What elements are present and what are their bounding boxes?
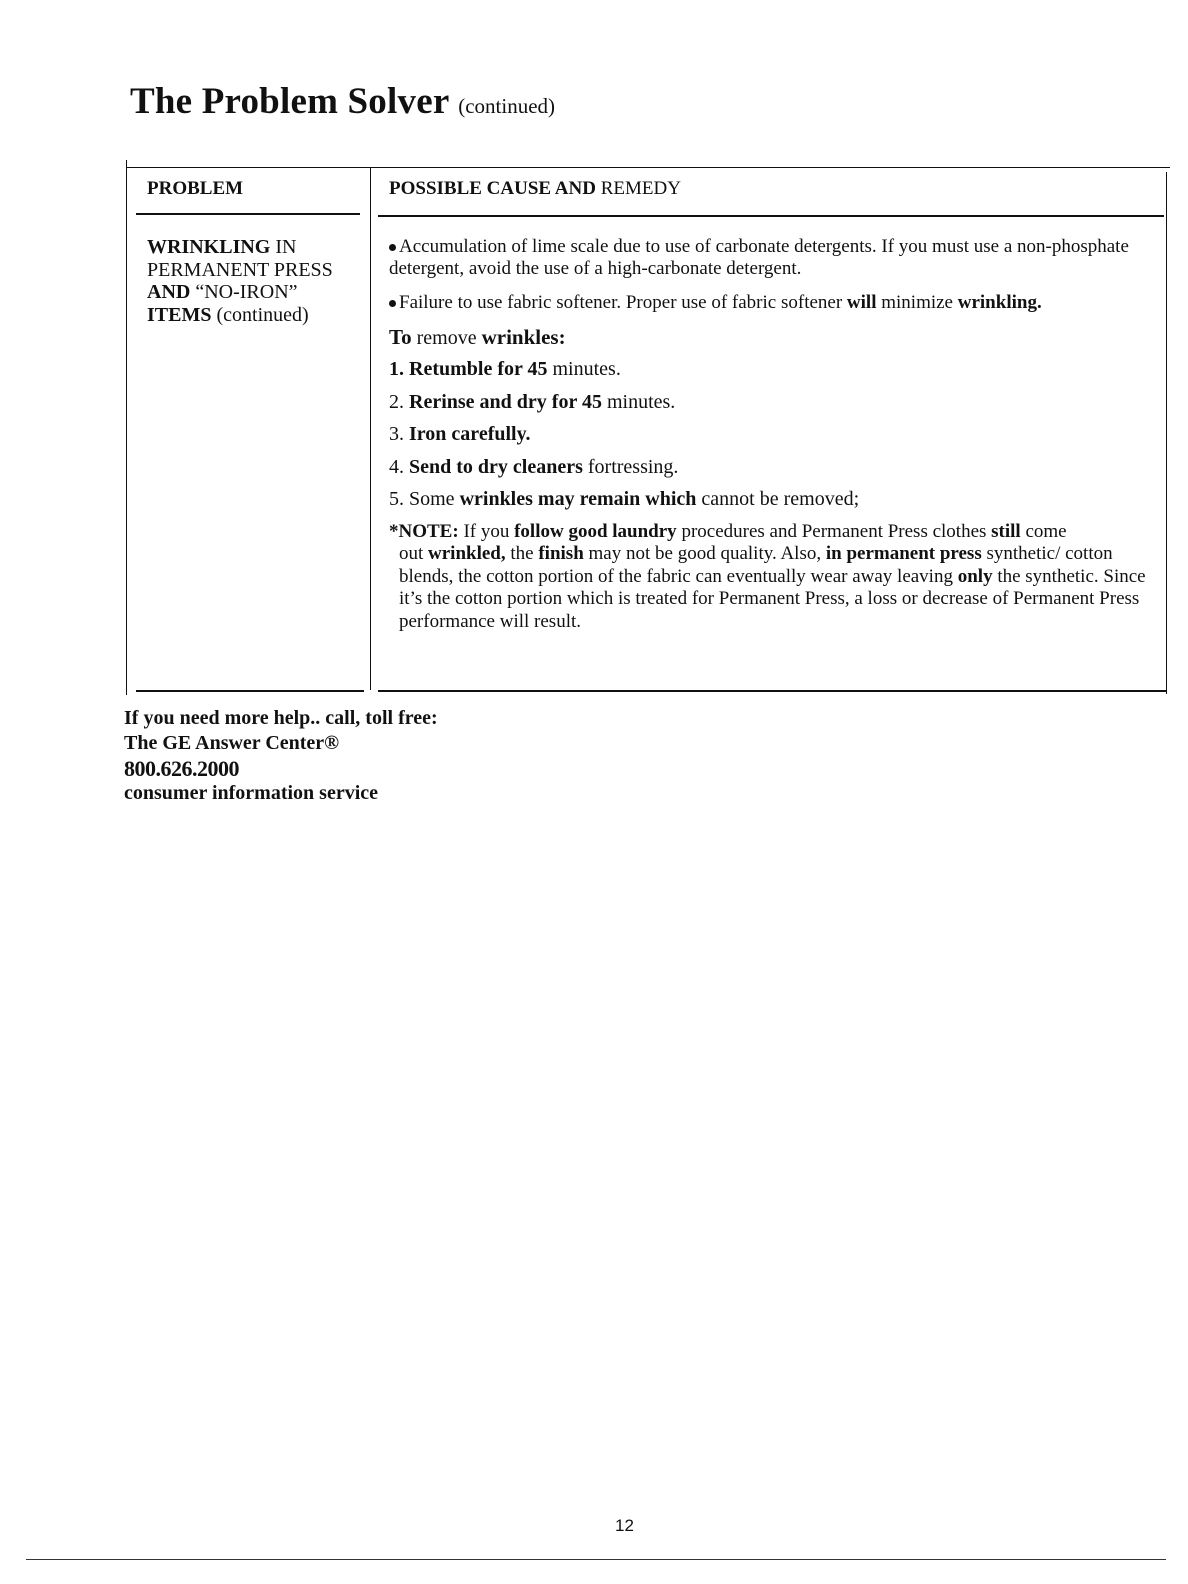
cause-header-rule: [378, 215, 1164, 217]
step-4: [389, 456, 1159, 478]
note-d: still: [991, 520, 1021, 542]
step-2: [389, 391, 1159, 413]
step1-rest: minutes.: [552, 358, 621, 380]
note-m: only: [957, 565, 993, 587]
note-b: follow good laundry: [514, 520, 677, 542]
problem-cell: [147, 236, 362, 326]
note-a: If you: [463, 520, 510, 542]
problem-bottom-rule: [136, 690, 364, 692]
note-k: in permanent press: [825, 543, 982, 564]
note-l: synthetic/ cotton blends, the cotton portion of the fabric can eventually wear away leaving: [399, 543, 1113, 587]
problem-l3-rest: “NO-IRON”: [195, 281, 298, 303]
remove-wrinkles: wrinkles:: [481, 325, 566, 349]
help-phone-number: 800.626.2000: [124, 756, 239, 781]
help-line-4: consumer information service: [124, 782, 379, 804]
bullet2-b: will: [846, 292, 877, 313]
problem-line-2: PERMANENT PRESS: [147, 258, 333, 281]
note-f: out: [399, 543, 424, 564]
step5-a: 5. Some: [389, 488, 455, 510]
cause-bullet-2: [389, 292, 1159, 314]
note-e: come: [1025, 520, 1067, 542]
bullet-icon: [389, 300, 396, 307]
note-paragraph: [389, 521, 1159, 634]
bullet2-c: minimize: [881, 292, 953, 313]
cause-remedy-cell: [389, 236, 1159, 633]
page-title: [130, 80, 555, 123]
help-line-2b: Center®: [265, 732, 340, 754]
header-problem: PROBLEM: [147, 178, 244, 199]
step4-rest: fortressing.: [587, 455, 679, 478]
step3-num: 3.: [389, 423, 404, 445]
step2-num: 2.: [389, 390, 404, 413]
header-cause-remedy: [389, 178, 681, 200]
step-5: [389, 488, 1159, 510]
help-contact: [124, 706, 438, 806]
step4-num: 4.: [389, 455, 404, 478]
remove-to: To: [389, 325, 412, 349]
remove-wrinkles-heading: [389, 326, 1159, 349]
problem-l1-bold: WRINKLING: [147, 236, 271, 258]
page-number: 12: [615, 1516, 634, 1535]
bullet2-d: wrinkling.: [957, 292, 1042, 313]
step4-bold: Send to dry cleaners: [409, 455, 583, 478]
problem-line-1: [147, 236, 362, 259]
header-cause-rest: REMEDY: [600, 178, 681, 199]
problem-l4-bold: ITEMS: [147, 303, 212, 326]
problem-header-rule: [136, 213, 360, 215]
note-n: the synthetic. Since it’s the cotton portion which is treated for Permanent Press, a loss or decrease of Permanent Press performance will result.: [399, 565, 1146, 632]
step2-rest: minutes.: [606, 390, 676, 413]
note-g: wrinkled,: [428, 543, 506, 564]
header-cause-bold: POSSIBLE CAUSE AND: [389, 178, 596, 199]
problem-l4-rest: (continued): [216, 303, 309, 326]
table-left-border: [126, 160, 127, 695]
problem-l3-bold: AND: [147, 281, 191, 303]
help-line-2: [124, 731, 438, 756]
step3-bold: Iron carefully.: [409, 423, 531, 445]
problem-line-4: [147, 304, 362, 327]
title-sub: (continued): [458, 94, 556, 118]
cause-bullet-1-text: Accumulation of lime scale due to use of carbonate detergents. If you must use a non-phosphate detergent, avoid the use of a high-carbonate detergent.: [389, 236, 1129, 279]
table-column-divider: [370, 167, 371, 690]
problem-line-3: [147, 281, 362, 304]
bullet-icon: [389, 244, 396, 251]
step-3: [389, 423, 1159, 445]
note-label: *NOTE:: [389, 520, 459, 542]
step5-c: cannot be removed;: [701, 488, 860, 510]
table-right-border: [1166, 172, 1167, 694]
help-line-2a: The GE Answer: [124, 732, 261, 754]
problem-l1-rest: IN: [275, 236, 297, 258]
note-j: may not be good quality. Also,: [588, 543, 822, 564]
title-main: The Problem Solver: [130, 81, 449, 122]
page-bottom-rule: [26, 1559, 1166, 1560]
cause-bottom-rule: [378, 690, 1166, 692]
note-h: the: [510, 543, 534, 564]
table-top-border: [126, 167, 1170, 168]
note-continuation: [389, 543, 1159, 633]
step5-b: wrinkles may remain which: [459, 488, 697, 510]
bullet2-a: Failure to use fabric softener. Proper use of fabric softener: [399, 292, 843, 313]
note-i: finish: [538, 543, 584, 564]
step2-bold: Rerinse and dry for 45: [409, 390, 602, 413]
note-c: procedures and Permanent Press clothes: [681, 520, 987, 542]
help-line-1: If you need more help.. call, toll free:: [124, 707, 438, 729]
step-1: [389, 358, 1159, 380]
remove-mid: remove: [416, 327, 477, 349]
cause-bullet-1: [389, 236, 1159, 280]
step1-bold: 1. Retumble for 45: [389, 358, 548, 380]
